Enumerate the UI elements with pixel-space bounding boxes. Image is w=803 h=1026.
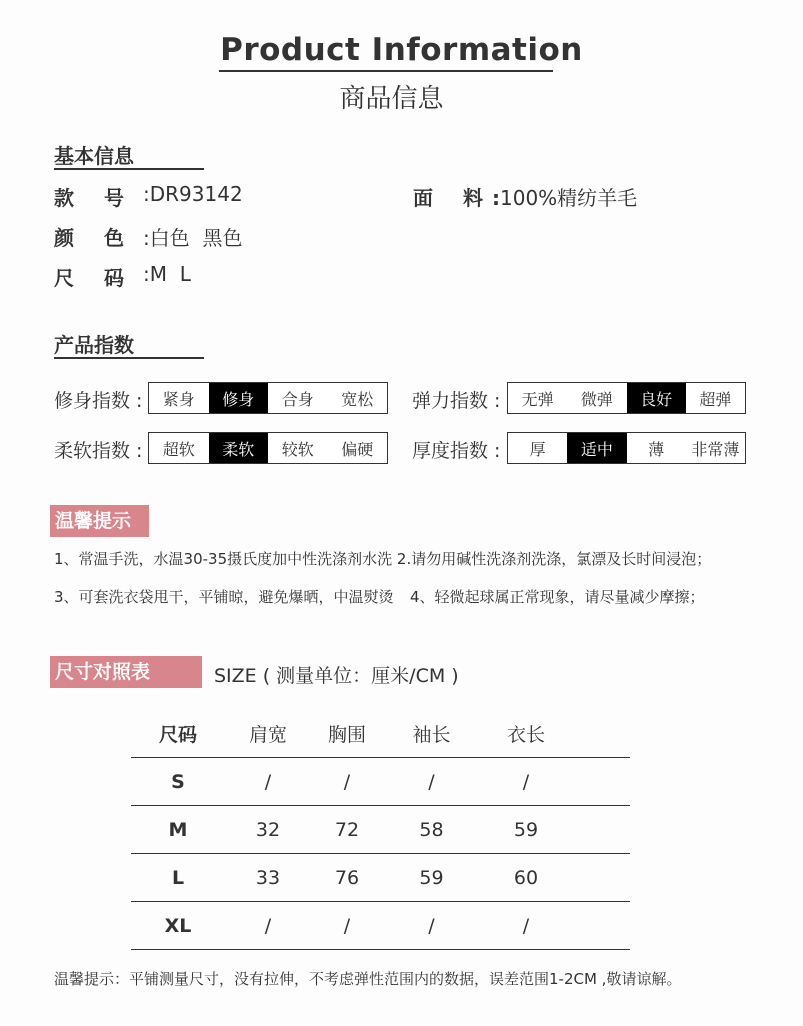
- basic-info-rule: [54, 168, 204, 170]
- thick-option: 非常薄: [691, 439, 740, 459]
- material-label: [413, 182, 503, 211]
- cell: /: [480, 758, 572, 806]
- size-chart-subtitle: SIZE ( 测量单位：厘米/CM ): [214, 665, 459, 687]
- size-value: M L: [149, 262, 191, 286]
- model-label-b: 号: [104, 186, 124, 210]
- elastic-index-label: 弹力指数 :: [412, 390, 501, 412]
- color-label-b: 色: [104, 226, 124, 250]
- soft-index-scale: [148, 432, 388, 464]
- col-header: 胸围: [327, 724, 366, 746]
- elastic-option: 良好: [627, 383, 686, 413]
- fit-index-label: 修身指数 :: [54, 390, 143, 412]
- cell: 32: [225, 806, 311, 854]
- table-row: [131, 902, 630, 950]
- tip-line-2b: 4、轻微起球属正常现象，请尽量减少摩擦；: [410, 588, 705, 606]
- cell: 76: [311, 854, 383, 902]
- soft-index-label: 柔软指数 :: [54, 440, 143, 462]
- elastic-option: 无弹: [521, 389, 554, 409]
- fit-option: 紧身: [162, 389, 195, 409]
- thick-index-label: 厚度指数 :: [412, 440, 501, 462]
- fit-option: 宽松: [341, 389, 374, 409]
- model-value: DR93142: [149, 182, 243, 206]
- indices-rule: [54, 357, 204, 359]
- title-chinese: 商品信息: [339, 84, 444, 114]
- soft-option: 超软: [162, 439, 195, 459]
- tips-heading: 温馨提示: [50, 505, 149, 537]
- tip-line-2a: 3、可套洗衣袋甩干，平铺晾，避免爆晒，中温熨烫: [54, 588, 394, 606]
- table-row: [131, 758, 630, 806]
- size-table-header: [131, 710, 630, 758]
- cell: 72: [311, 806, 383, 854]
- col-header: 衣长: [506, 724, 545, 746]
- title-underline: [219, 70, 553, 72]
- table-row: [131, 806, 630, 854]
- size-label-a: 尺: [54, 266, 74, 290]
- cell: L: [131, 854, 225, 902]
- thick-option: 厚: [529, 439, 546, 459]
- table-row: [131, 854, 630, 902]
- model-value-row: [143, 182, 243, 206]
- cell: /: [311, 758, 383, 806]
- basic-info-heading: 基本信息: [54, 144, 134, 168]
- elastic-option: 超弹: [699, 389, 732, 409]
- tip-line-1: 1、常温手洗，水温30-35摄氏度加中性洗涤剂水洗 2.请勿用碱性洗涤剂洗涤，氯漂及长时间浸泡；: [54, 550, 712, 568]
- fit-option: 合身: [281, 389, 314, 409]
- indices-heading: 产品指数: [54, 333, 134, 357]
- col-header: 尺码: [158, 724, 197, 746]
- cell: /: [383, 758, 480, 806]
- cell: M: [131, 806, 225, 854]
- footnote: 温馨提示：平铺测量尺寸，没有拉伸，不考虑弹性范围内的数据，误差范围1-2CM ,敬请谅解。: [54, 970, 682, 988]
- cell: 60: [480, 854, 572, 902]
- size-table: [131, 710, 630, 950]
- soft-option: 柔软: [209, 433, 269, 463]
- color-value-row: [143, 222, 242, 251]
- cell: 33: [225, 854, 311, 902]
- cell: XL: [131, 902, 225, 950]
- cell: /: [480, 902, 572, 950]
- soft-option: 偏硬: [341, 439, 374, 459]
- thick-index-scale: [507, 432, 746, 464]
- cell: /: [311, 902, 383, 950]
- elastic-option: 微弹: [580, 389, 613, 409]
- cell: S: [131, 758, 225, 806]
- col-spacer: [572, 710, 630, 758]
- size-label-b: 码: [104, 266, 124, 290]
- cell: 59: [383, 854, 480, 902]
- fit-option: 修身: [209, 383, 269, 413]
- title-english: Product Information: [220, 32, 583, 68]
- cell: 58: [383, 806, 480, 854]
- col-header: 袖长: [412, 724, 451, 746]
- color-label-a: 颜: [54, 226, 74, 250]
- cell-spacer: [572, 854, 630, 902]
- model-label: [54, 182, 144, 211]
- material-label-b: 料: [463, 186, 483, 210]
- model-label-a: 款: [54, 186, 74, 210]
- thick-option: 适中: [567, 433, 626, 463]
- color-label: [54, 222, 144, 251]
- col-header: 肩宽: [248, 724, 287, 746]
- sep: :: [143, 182, 150, 206]
- size-chart-heading: 尺寸对照表: [50, 656, 202, 688]
- color-value: 白色 黑色: [149, 226, 243, 250]
- cell-spacer: [572, 902, 630, 950]
- soft-option: 较软: [281, 439, 314, 459]
- cell: /: [225, 902, 311, 950]
- cell: 59: [480, 806, 572, 854]
- material-value-row: [492, 182, 637, 211]
- sep: :: [492, 186, 500, 210]
- material-label-a: 面: [413, 186, 433, 210]
- fit-index-scale: [148, 382, 388, 414]
- sep: :: [143, 262, 150, 286]
- cell: /: [383, 902, 480, 950]
- cell-spacer: [572, 758, 630, 806]
- cell: /: [225, 758, 311, 806]
- cell-spacer: [572, 806, 630, 854]
- size-label: [54, 262, 144, 291]
- thick-option: 薄: [648, 439, 665, 459]
- size-value-row: [143, 262, 191, 286]
- sep: :: [143, 226, 150, 250]
- material-value: 100%精纺羊毛: [500, 186, 638, 210]
- elastic-index-scale: [507, 382, 746, 414]
